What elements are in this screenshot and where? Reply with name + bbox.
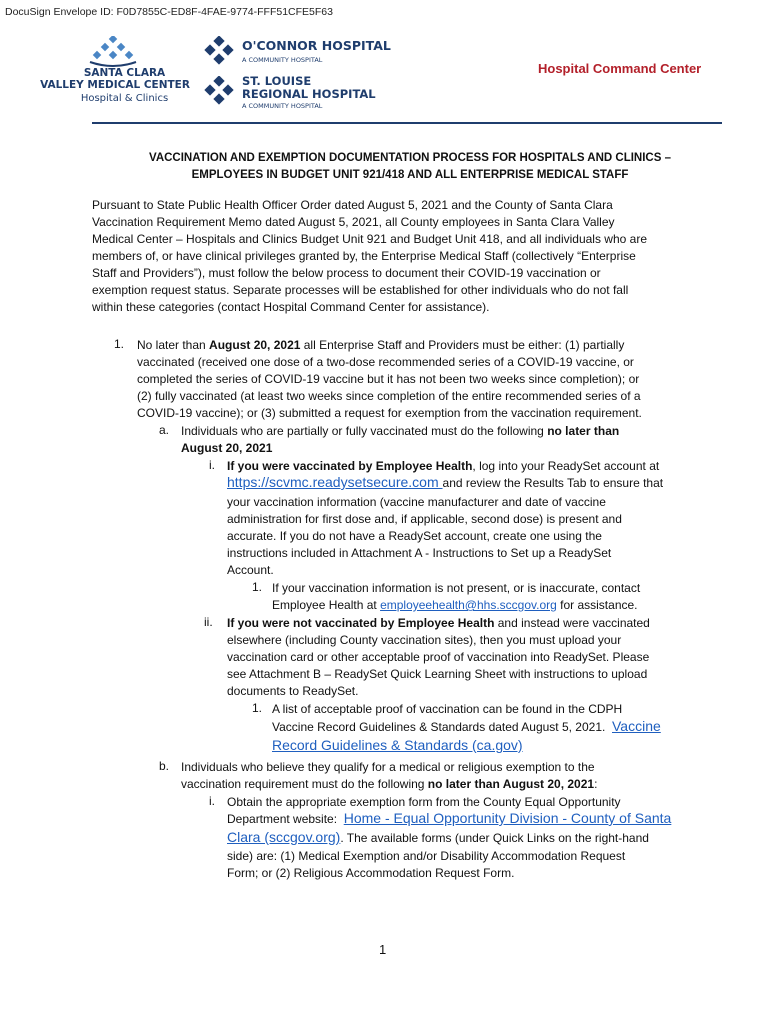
command-center-label: Hospital Command Center [538,61,702,76]
stlouise-diamond-icon [202,76,236,110]
item-a-ii-1-line2: Vaccine Record Guidelines & Standards dated August 5, 2021. Vaccine [272,718,661,734]
list-roman: ii. [204,615,213,629]
intro-line: within these categories (contact Hospital Command Center for assistance). [92,300,490,314]
item-b-line1: Individuals who believe they qualify for a medical or religious exemption to the [181,760,595,774]
list-letter: b. [159,759,170,773]
readyset-link[interactable]: https://scvmc.readysetsecure.com [227,474,443,490]
list-number: 1. [252,701,263,715]
item-a-i-line: Account. [227,563,274,577]
document-title-line1: VACCINATION AND EXEMPTION DOCUMENTATION PROCESS FOR HOSPITALS AND CLINICS – [149,152,671,164]
item-a-i-line1: If you were vaccinated by Employee Health, log into your ReadySet account at [227,459,660,473]
item-a-ii-line: documents to ReadySet. [227,684,359,698]
item1-line: completed the series of COVID-19 vaccine but it has not been two weeks since completion); or [137,372,640,386]
item1-line: COVID-19 vaccine); or (3) submitted a request for exemption from the vaccination requirement. [137,406,642,420]
oconnor-diamond-icon [202,36,236,70]
intro-line: exemption request status. Separate processes will be established for other individuals who do not fall [92,283,629,297]
item-a-i-1-line2: Employee Health at employeehealth@hhs.sccgov.org for assistance. [272,598,638,612]
item-a-line1: Individuals who are partially or fully vaccinated must do the following no later than [181,424,620,438]
employee-health-email-link[interactable]: employeehealth@hhs.sccgov.org [380,598,557,612]
item-a-i-line: your vaccination information (vaccine manufacturer and date of vaccine [227,495,606,509]
item-a-ii-line: elsewhere (including County vaccination sites), then you must upload your [227,633,622,647]
item-b-i-line2: Department website: Home - Equal Opportunity Division - County of Santa [227,810,672,826]
item-a-i-line2: https://scvmc.readysetsecure.com and review the Results Tab to ensure that [227,474,664,490]
item-a-ii-line: vaccination card or other acceptable proof of vaccination into ReadySet. Please [227,650,650,664]
list-roman: i. [209,458,215,472]
item1-line: (2) fully vaccinated (at least two weeks since completion of the entire recommended series of a [137,389,641,403]
oconnor-name: O'CONNOR HOSPITAL [242,38,391,53]
item-a-i-line: accurate. If you do not have a ReadySet account, create one using the [227,529,602,543]
intro-line: Staff and Providers”), must follow the below process to document their COVID-19 vaccination or [92,266,601,280]
item-b-i-line: side) are: (1) Medical Exemption and/or Disability Accommodation Request [227,849,626,863]
intro-line: members of, or have clinical privileges granted by, the Enterprise Medical Staff (collectively “Enterprise [92,249,636,263]
item-b-line2: vaccination requirement must do the following no later than August 20, 2021: [181,777,598,791]
scvmc-name-line3: Hospital & Clinics [80,93,169,104]
list-number: 1. [252,580,263,594]
list-number: 1. [114,337,125,351]
intro-line: Vaccination Requirement Memo dated August 5, 2021, all County employees in Santa Clara Valley [92,215,615,229]
item-a-ii-line1: If you were not vaccinated by Employee Health and instead were vaccinated [227,616,650,630]
oconnor-subtitle: A COMMUNITY HOSPITAL [242,56,323,64]
item-a-ii-1-line1: A list of acceptable proof of vaccination can be found in the CDPH [272,702,623,716]
docusign-envelope-id: DocuSign Envelope ID: F0D7855C-ED8F-4FAE-9774-FFF51CFE5F63 [5,6,333,18]
intro-line: Medical Center – Hospitals and Clinics Budget Unit 921 and Budget Unit 418, and all individuals who are [92,232,647,246]
item-b-i-line: Form; or (2) Religious Accommodation Request Form. [227,866,515,880]
item-a-i-line: administration for first dose and, if applicable, second dose) is present and [227,512,622,526]
page-number: 1 [379,942,387,957]
item-a-ii-line: see Attachment B – ReadySet Quick Learning Sheet with instructions to upload [227,667,648,681]
stlouise-name-line1: ST. LOUISE [242,74,312,88]
item1-line1: No later than August 20, 2021 all Enterprise Staff and Providers must be either: (1) partially [137,338,625,352]
item1-line: vaccinated (received one dose of a two-dose recommended series of a COVID-19 vaccine, or [137,355,634,369]
scvmc-logo-icon [88,36,148,68]
item-b-i-line3: Clara (sccgov.org). The available forms (under Quick Links on the right-hand [227,829,649,845]
document-title-line2: EMPLOYEES IN BUDGET UNIT 921/418 AND ALL ENTERPRISE MEDICAL STAFF [191,169,629,181]
scvmc-name-line1: SANTA CLARA [83,67,166,79]
item-a-ii-1-line3 [272,737,523,755]
stlouise-subtitle: A COMMUNITY HOSPITAL [242,102,323,110]
list-letter: a. [159,423,170,437]
stlouise-name-line2: REGIONAL HOSPITAL [242,87,376,101]
scvmc-name-line2: VALLEY MEDICAL CENTER [40,79,190,91]
item-b-i-line1: Obtain the appropriate exemption form from the County Equal Opportunity [227,795,621,809]
vaccine-guidelines-link-cont[interactable]: Record Guidelines & Standards (ca.gov) [272,737,523,753]
item-a-line2: August 20, 2021 [181,441,273,455]
intro-line: Pursuant to State Public Health Officer Order dated August 5, 2021 and the County of Santa Clara [92,198,613,212]
item-a-i-line: instructions included in Attachment A - Instructions to Set up a ReadySet [227,546,612,560]
item-a-i-1-line1: If your vaccination information is not present, or is inaccurate, contact [272,581,641,595]
equal-opportunity-link[interactable]: Home - Equal Opportunity Division - County of Santa [343,810,672,826]
equal-opportunity-link-cont[interactable]: Clara (sccgov.org) [227,829,341,845]
vaccine-guidelines-link[interactable]: Vaccine [612,718,661,734]
header-divider [92,122,722,124]
list-roman: i. [209,794,215,808]
